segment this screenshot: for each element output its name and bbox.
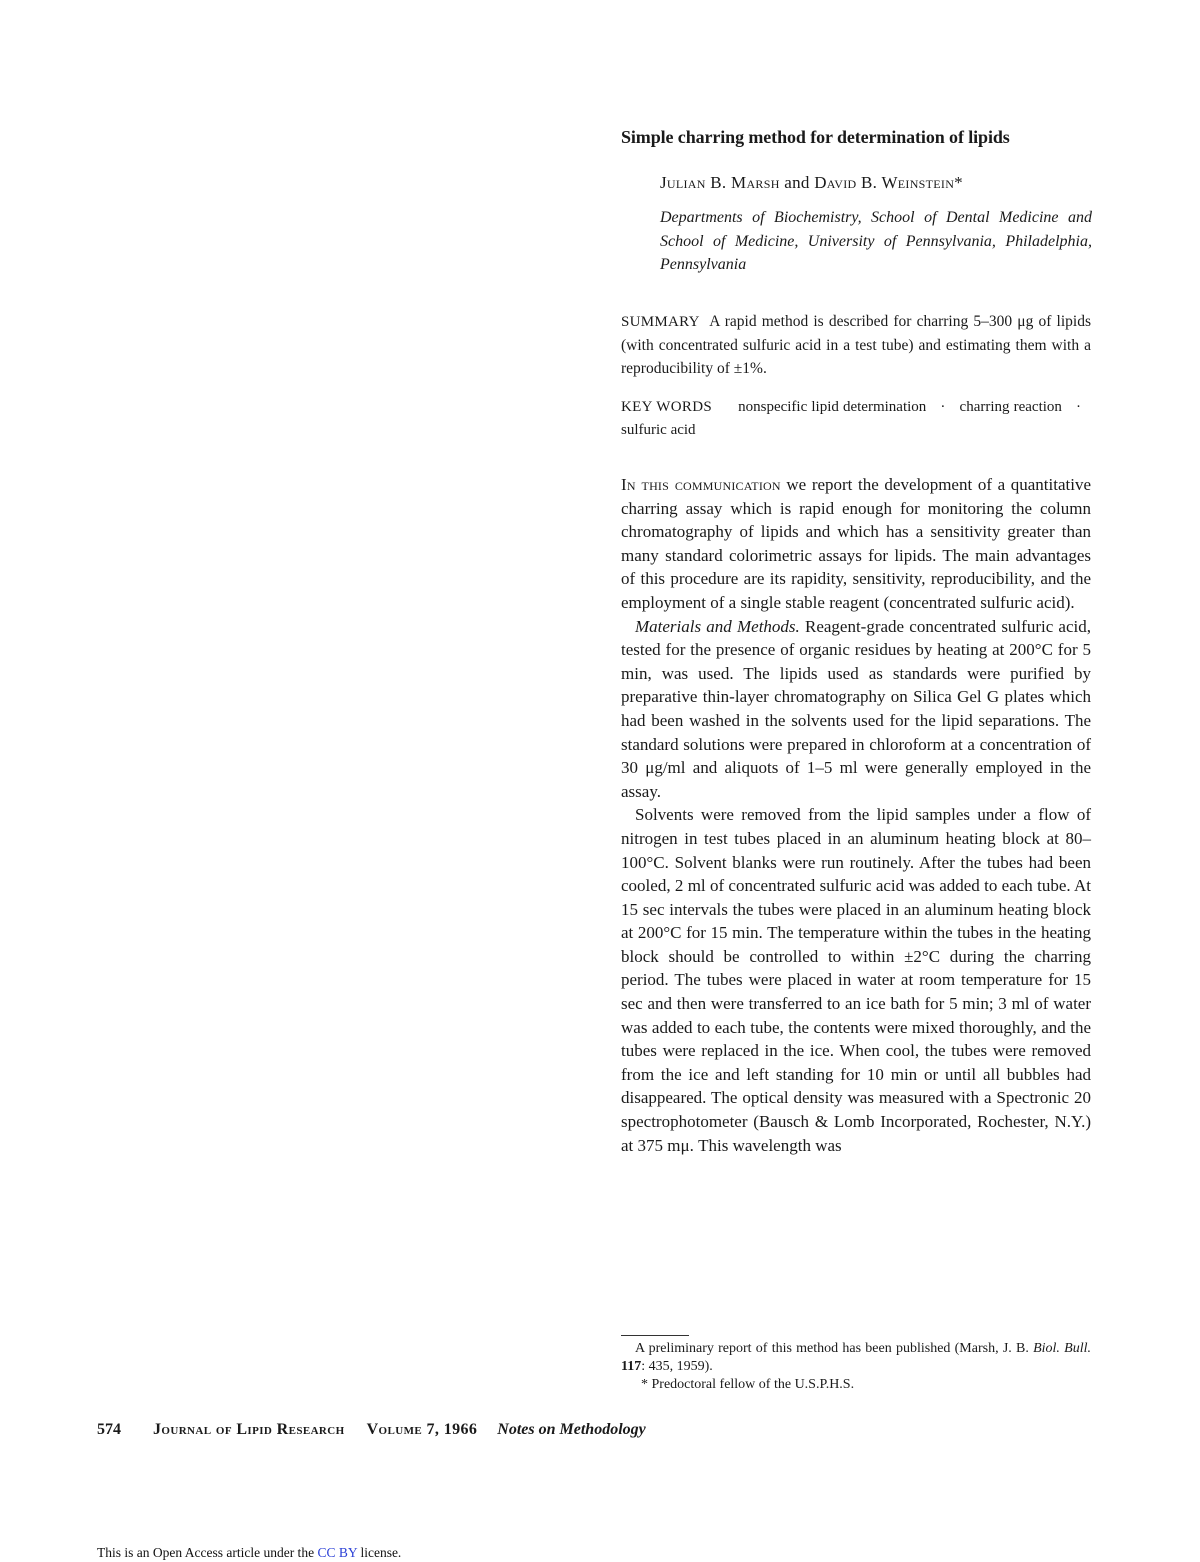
paragraph-text: we report the development of a quantitative charring assay which is rapid enough for monitoring the column chromatography of lipids and which has a sensitivity greater than many standard colorimetric assays for lipids. The main advantages of this procedure are its rapidity, sensitivity, reproducibility, and the employment of a single stable reagent (concentrated sulfuric acid). [621, 475, 1092, 612]
paragraph-methods [621, 615, 1091, 804]
paragraph-text: Reagent-grade concentrated sulfuric acid, tested for the presence of organic residues by heating at 200°C for 5 min, was used. The lipids used as standards were purified by preparative thin-layer chromatography on Silica Gel G plates which had been washed in the solvents used for the lipid separations. The standard solutions were prepared in chloroform at a concentration of 30 μg/ml and aliquots of 1–5 ml were generally employed in the assay. [621, 616, 1091, 801]
license-link[interactable]: CC BY [317, 1545, 358, 1560]
summary-label: SUMMARY [621, 314, 700, 330]
body-text [621, 473, 1091, 1157]
section-heading: Materials and Methods. [635, 616, 800, 636]
journal-name: Journal of Lipid Research [153, 1421, 345, 1438]
page-number: 574 [97, 1421, 121, 1438]
footnotes [621, 1340, 1091, 1394]
license-text: license. [357, 1545, 402, 1560]
section-name: Notes on Methodology [497, 1421, 646, 1438]
keyword-item: sulfuric acid [621, 422, 696, 438]
keyword-separator: · [1076, 399, 1082, 415]
volume-year: Volume 7, 1966 [366, 1421, 478, 1438]
footnote-rule [621, 1335, 689, 1336]
footnote-text: : 435, 1959). [641, 1359, 713, 1374]
footnote-1 [621, 1340, 1091, 1376]
article-title: Simple charring method for determination of lipids [621, 127, 1010, 147]
author-line [660, 173, 1100, 193]
keyword-separator: · [940, 399, 946, 415]
lead-in: In this communication [621, 475, 781, 494]
running-footer [97, 1421, 797, 1439]
author-2: David B. Weinstein* [814, 173, 963, 192]
footnote-journal: Biol. Bull. [1033, 1341, 1091, 1356]
keywords-label: KEY WORDS [621, 399, 712, 415]
footnote-volume: 117 [621, 1359, 642, 1374]
affiliation: Departments of Biochemistry, School of Dental Medicine and School of Medicine, University of Pennsylvania, Philadelphia, Pennsylvania [660, 209, 1092, 273]
license-notice [97, 1545, 697, 1561]
paragraph-procedure: Solvents were removed from the lipid samples under a flow of nitrogen in test tubes placed in an aluminum heating block at 80–100°C. Solvent blanks were run routinely. After the tubes had been cooled, 2 ml of concentrated sulfuric acid was added to each tube. At 15 sec intervals the tubes were placed in an aluminum heating block at 200°C for 15 min. The temperature within the tubes in the heating block should be controlled to within ±2°C during the charring period. The tubes were placed in water at room temperature for 15 sec and then were transferred to an ice bath for 5 min; 3 ml of water was added to each tube, the contents were mixed thoroughly, and the tubes were replaced in the ice. When cool, the tubes were removed from the ice and left standing for 10 min or until all bubbles had disappeared. The optical density was measured with a Spectronic 20 spectrophotometer (Bausch & Lomb Incorporated, Rochester, N.Y.) at 375 mμ. This wavelength was [621, 805, 1091, 1155]
footnote-text: A preliminary report of this method has been published (Marsh, J. B. [635, 1341, 1034, 1356]
keywords-block [621, 396, 1091, 442]
paragraph-intro [621, 473, 1091, 615]
keyword-item: charring reaction [959, 399, 1062, 415]
keyword-item: nonspecific lipid determination [738, 399, 927, 415]
license-text: This is an Open Access article under the [97, 1545, 318, 1560]
summary-block [621, 310, 1091, 380]
author-1: Julian B. Marsh [660, 173, 780, 192]
footnote-2: * Predoctoral fellow of the U.S.P.H.S. [641, 1377, 855, 1392]
author-join: and [784, 173, 810, 192]
summary-text: A rapid method is described for charring 5–300 μg of lipids (with concentrated sulfuric acid in a test tube) and estimating them with a reproducibility of ±1%. [621, 313, 1091, 377]
